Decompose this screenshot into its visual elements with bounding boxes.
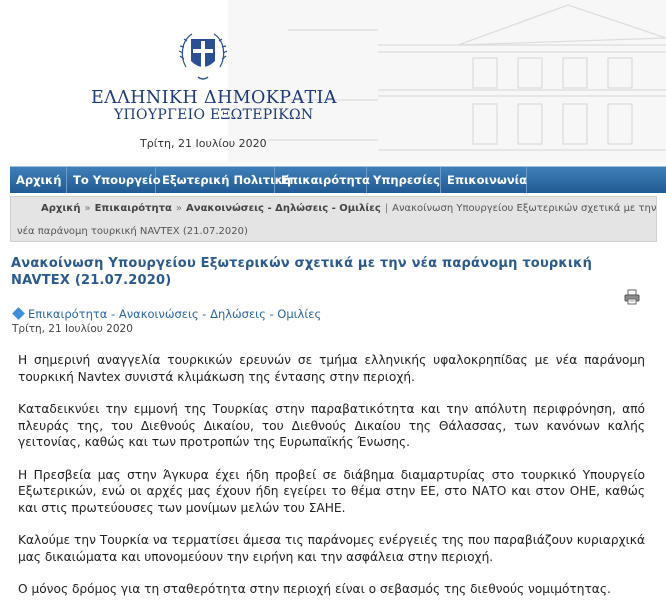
breadcrumb-current-part2: νέα παράνομη τουρκική NAVTEX (21.07.2020) xyxy=(17,226,248,237)
article-paragraph: Η σημερινή αναγγελία τουρκικών ερευνών σε τμήμα ελληνικής υφαλοκρηπίδας με νέα παράνομη τουρκική Navtex συνιστά κλιμάκωση της έντασης στην περιοχή. xyxy=(18,353,645,384)
main-nav xyxy=(10,166,666,193)
article-date: Τρίτη, 21 Ιουλίου 2020 xyxy=(12,323,133,335)
breadcrumb-home[interactable]: Αρχική xyxy=(41,203,81,214)
diamond-icon xyxy=(12,307,25,320)
site-header xyxy=(0,0,666,162)
article-paragraph: Καταδεικνύει την εμμονή της Τουρκίας στην παραβατικότητα και την απόλυτη περιφρόνηση, από πλευράς της, του Διεθνούς Δικαίου, του Διεθνούς Δικαίου της Θάλασσας, των κανόνων καλής γειτονίας, καθώς και των προτροπών της Ευρωπαϊκής Ένωσης. xyxy=(18,402,645,449)
breadcrumb-announcements[interactable]: Ανακοινώσεις - Δηλώσεις - Ομιλίες xyxy=(186,203,381,214)
breadcrumb xyxy=(10,196,657,242)
breadcrumb-current-part1: Ανακοίνωση Υπουργείου Εξωτερικών σχετικά με την xyxy=(392,203,657,214)
nav-item-home[interactable]: Αρχική xyxy=(10,167,67,193)
greek-coat-of-arms-icon xyxy=(176,27,230,87)
print-icon[interactable] xyxy=(624,289,640,305)
article-paragraph: Η Πρεσβεία μας στην Άγκυρα έχει ήδη προβεί σε διάβημα διαμαρτυρίας στο τουρκικό Υπουργείο Εξωτερικών, ενώ οι αρχές μας έχουν ήδη εγείρει το θέμα στην ΕΕ, στο ΝΑΤΟ και στον ΟΗΕ, καθώς και στις πρωτεύουσες των μονίμων μελών του ΣΑΗΕ. xyxy=(18,467,645,515)
article-body xyxy=(18,352,645,614)
breadcrumb-news[interactable]: Επικαιρότητα xyxy=(94,203,172,214)
nav-item-news[interactable]: Επικαιρότητα xyxy=(275,167,367,193)
building-illustration xyxy=(228,0,666,162)
ministry-name-line1[interactable]: ΕΛΛΗΝΙΚΗ ΔΗΜΟΚΡΑΤΙΑ xyxy=(91,88,337,108)
ministry-name-line2[interactable]: ΥΠΟΥΡΓΕΙΟ ΕΞΩΤΕΡΙΚΩΝ xyxy=(114,107,314,123)
breadcrumb-separator: | xyxy=(384,203,389,214)
article-paragraph: Καλούμε την Τουρκία να τερματίσει άμεσα τις παράνομες ενέργειές της που παραβιάζουν κυριαρχικά μας δικαιώματα και υπονομεύουν την ειρήνη και την ασφάλεια στην περιοχή. xyxy=(18,533,645,564)
article-category-link[interactable]: Επικαιρότητα - Ανακοινώσεις - Δηλώσεις - Ομιλίες xyxy=(28,307,322,321)
nav-item-contact[interactable]: Επικοινωνία xyxy=(441,167,527,193)
article-paragraph: Ο μόνος δρόμος για τη σταθερότητα στην περιοχή είναι ο σεβασμός της διεθνούς νομιμότητας. xyxy=(18,582,611,596)
breadcrumb-separator: » xyxy=(84,203,91,214)
article-category[interactable] xyxy=(12,307,321,321)
header-date: Τρίτη, 21 Ιουλίου 2020 xyxy=(140,137,267,150)
breadcrumb-separator: » xyxy=(175,203,183,214)
nav-item-ministry[interactable]: Το Υπουργείο xyxy=(67,167,156,193)
article-title: Ανακοίνωση Υπουργείου Εξωτερικών σχετικά με την νέα παράνομη τουρκική NAVTEX (21.07.2020) xyxy=(11,256,593,288)
nav-item-foreign-policy[interactable]: Εξωτερική Πολιτική xyxy=(156,167,275,193)
nav-item-services[interactable]: Υπηρεσίες xyxy=(367,167,441,193)
